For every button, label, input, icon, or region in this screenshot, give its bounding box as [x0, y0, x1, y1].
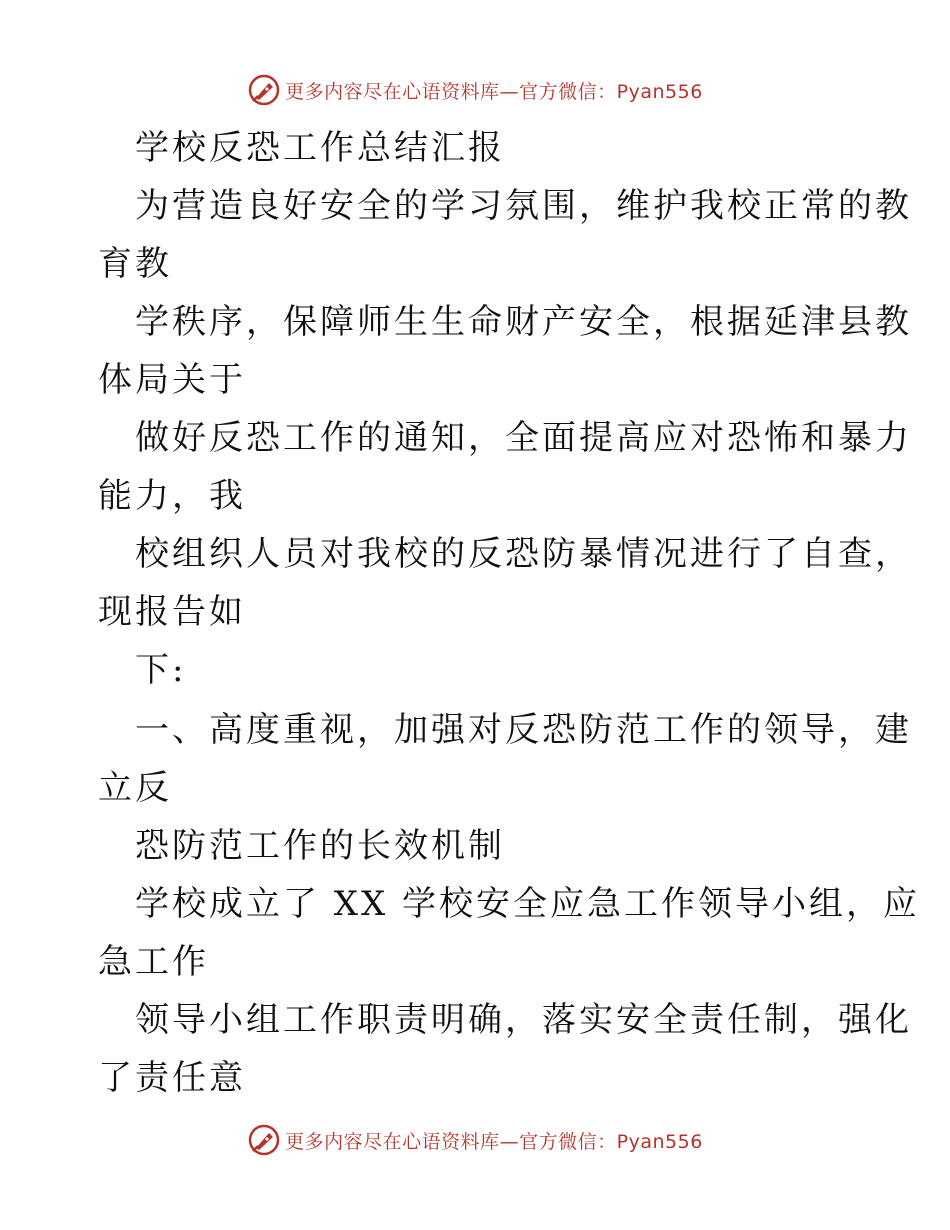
text-line: 了责任意 [98, 1058, 246, 1098]
text-line: 育教 [98, 244, 172, 284]
banner-label: 更多内容尽在心语资料库—官方微信：Pyan556 [285, 1130, 703, 1153]
banner-label: 更多内容尽在心语资料库—官方微信：Pyan556 [285, 80, 703, 103]
text-line: 学秩序，保障师生生命财产安全，根据延津县教 [135, 302, 912, 342]
header-banner [0, 70, 950, 110]
text-line: 体局关于 [98, 360, 246, 400]
text-line: 能力，我 [98, 476, 246, 516]
footer-banner [0, 1120, 950, 1160]
document-title: 学校反恐工作总结汇报 [135, 128, 505, 168]
text-line: 校组织人员对我校的反恐防暴情况进行了自查， [135, 534, 912, 574]
pen-nib-logo-icon [247, 1123, 281, 1157]
section-heading: 恐防范工作的长效机制 [135, 826, 505, 866]
text-line: 急工作 [98, 942, 209, 982]
section-heading: 立反 [98, 768, 172, 808]
text-line: 下: [135, 650, 187, 690]
text-line: 学校成立了 XX 学校安全应急工作领导小组，应 [135, 884, 921, 924]
section-heading: 一、高度重视，加强对反恐防范工作的领导，建 [135, 710, 912, 750]
text-line: 为营造良好安全的学习氛围，维护我校正常的教 [135, 186, 912, 226]
pen-nib-logo-icon [247, 73, 281, 107]
text-line: 做好反恐工作的通知，全面提高应对恐怖和暴力 [135, 418, 912, 458]
text-line: 现报告如 [98, 592, 246, 632]
text-line: 领导小组工作职责明确，落实安全责任制，强化 [135, 1000, 912, 1040]
